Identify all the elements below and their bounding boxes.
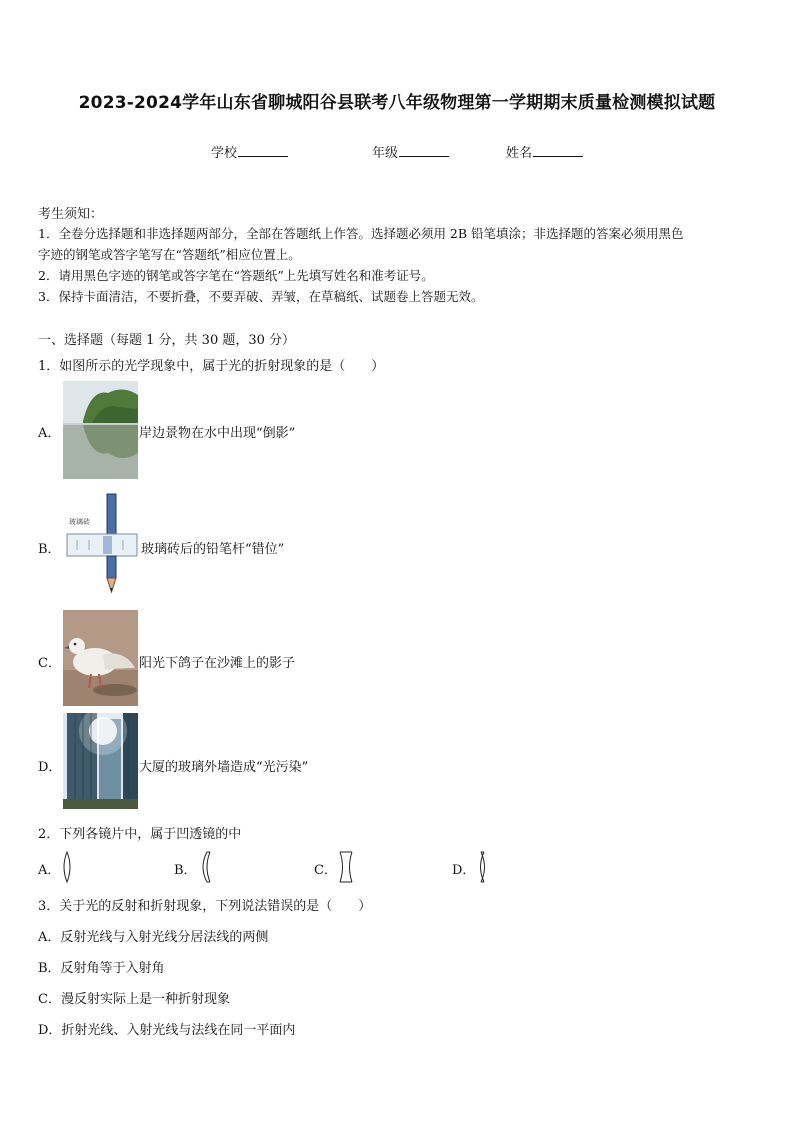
q1-option-d-label[interactable]: D． [38, 760, 62, 775]
q2-option-a-label[interactable]: A． [38, 863, 61, 878]
lake-reflection-image [63, 381, 138, 479]
q1-option-c-label[interactable]: C． [38, 656, 61, 671]
grade-blank[interactable] [399, 144, 449, 157]
glass-building-image [63, 713, 138, 809]
concave-lens-icon [338, 851, 354, 883]
q3-option-d[interactable]: D．折射光线、入射光线与法线在同一平面内 [38, 1023, 296, 1038]
q1-option-a-label[interactable]: A． [38, 426, 61, 441]
school-field[interactable] [211, 142, 288, 161]
notice-item-2: 2．请用黑色字迹的钢笔或答字笔在“答题纸”上先填写姓名和准考证号。 [38, 268, 434, 283]
q3-option-b[interactable]: B．反射角等于入射角 [38, 961, 165, 976]
notice-item-1-cont: 字迹的钢笔或答字笔写在“答题纸”相应位置上。 [38, 247, 301, 262]
q1-option-d-text[interactable]: 大厦的玻璃外墙造成“光污染” [139, 760, 309, 775]
name-label: 姓名 [506, 146, 533, 161]
q1-option-c-text[interactable]: 阳光下鸽子在沙滩上的影子 [139, 656, 296, 671]
question-1-stem: 1．如图所示的光学现象中，属于光的折射现象的是（ ） [38, 359, 385, 374]
glass-brick-label: 玻璃砖 [69, 518, 90, 526]
pencil-glass-image [63, 492, 141, 596]
q2-option-b-label[interactable]: B． [174, 863, 197, 878]
school-label: 学校 [211, 146, 238, 161]
meniscus-lens-icon [198, 851, 212, 883]
convex-lens-icon [61, 851, 73, 883]
school-blank[interactable] [238, 144, 288, 157]
q3-option-c[interactable]: C．漫反射实际上是一种折射现象 [38, 992, 230, 1007]
name-blank[interactable] [533, 144, 583, 157]
q3-option-a[interactable]: A．反射光线与入射光线分居法线的两侧 [38, 930, 269, 945]
q1-option-b-label[interactable]: B． [38, 542, 61, 557]
q2-option-d-label[interactable]: D． [452, 863, 476, 878]
question-3-stem: 3．关于光的反射和折射现象，下列说法错误的是（ ） [38, 899, 372, 914]
meniscus-lens-icon [476, 851, 490, 883]
page-title: 2023-2024学年山东省聊城阳谷县联考八年级物理第一学期期末质量检测模拟试题 [78, 93, 716, 113]
name-field[interactable] [506, 142, 583, 161]
grade-field[interactable] [372, 142, 449, 161]
question-2-stem: 2．下列各镜片中，属于凹透镜的中 [38, 827, 242, 842]
notice-item-1: 1．全卷分选择题和非选择题两部分，全部在答题纸上作答。选择题必须用 2B 铅笔填涂；非选择题的答案必须用黑色 [38, 226, 684, 241]
pigeon-shadow-image [63, 610, 138, 706]
q1-option-b-text[interactable]: 玻璃砖后的铅笔杆“错位” [141, 542, 285, 557]
section-heading: 一、选择题（每题 1 分，共 30 题，30 分） [38, 333, 296, 348]
notice-heading: 考生须知： [38, 207, 104, 222]
grade-label: 年级 [372, 146, 399, 161]
q2-option-c-label[interactable]: C． [314, 863, 337, 878]
q1-option-a-text[interactable]: 岸边景物在水中出现“倒影” [139, 426, 296, 441]
notice-item-3: 3．保持卡面清洁，不要折叠，不要弄破、弄皱，在草稿纸、试题卷上答题无效。 [38, 289, 484, 304]
